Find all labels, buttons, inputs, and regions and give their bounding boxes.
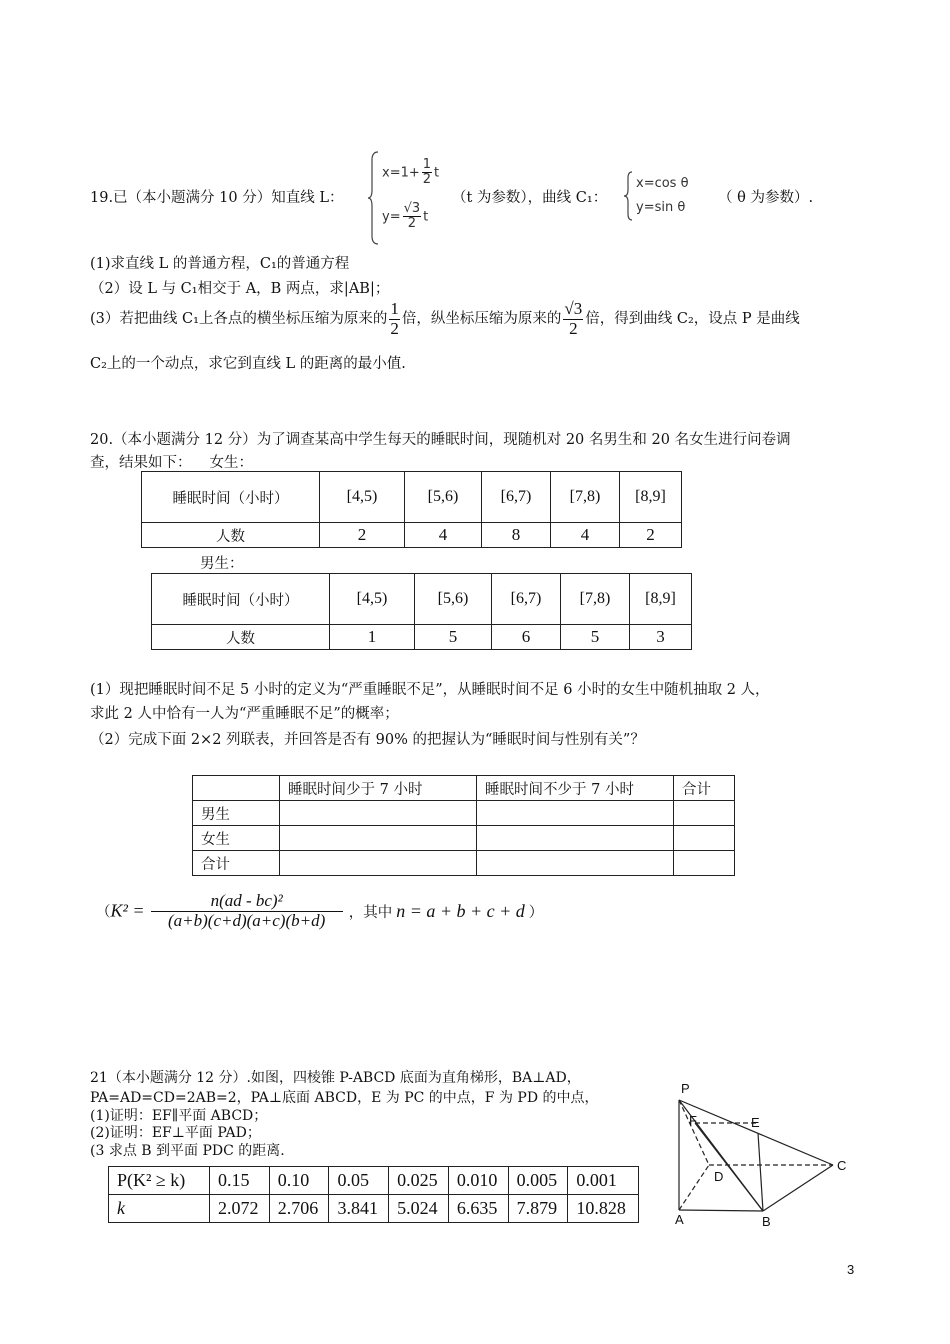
female-count: 2 <box>320 523 405 548</box>
p-value: 0.05 <box>329 1167 389 1195</box>
q21-line4: (2)证明：EF⊥平面 PAD； <box>90 1125 261 1141</box>
male-count: 5 <box>415 625 492 650</box>
q20-part2: （2）完成下面 2×2 列联表，并回答是否有 90% 的把握认为“睡眠时间与性别有关”？ <box>90 732 645 748</box>
contingency-cell[interactable] <box>280 826 477 851</box>
k-value: 2.072 <box>210 1195 270 1223</box>
k-value: 3.841 <box>329 1195 389 1223</box>
vertex-label-f: F <box>689 1113 697 1128</box>
q20-intro-line2 <box>90 451 253 472</box>
k-value: 5.024 <box>389 1195 449 1223</box>
q21-line3: (1)证明：EF∥平面 ABCD； <box>90 1108 268 1124</box>
k-table-row1-label: P(K² ≥ k) <box>109 1167 210 1195</box>
formula-close-paren: ） <box>528 904 544 921</box>
q19-line-den2: 2 <box>407 216 417 232</box>
female-interval: [8,9] <box>620 472 682 523</box>
left-brace-icon <box>624 170 634 222</box>
contingency-table <box>192 775 735 876</box>
formula-denominator: (a+b)(c+d)(a+c)(b+d) <box>167 910 326 930</box>
male-count: 3 <box>630 625 692 650</box>
edge-fb <box>695 1123 763 1211</box>
q19-part3-a: (3）若把曲线 C₁上各点的横坐标压缩为原来的 <box>90 311 388 328</box>
vertex-label-d: D <box>714 1169 724 1184</box>
male-count: 6 <box>492 625 561 650</box>
contingency-cell[interactable] <box>674 826 735 851</box>
q20-intro-line1: 20.（本小题满分 12 分）为了调查某高中学生每天的睡眠时间，现随机对 20 名男生和 20 名女生进行问卷调 <box>90 432 791 448</box>
q19-p3-den: 2 <box>569 318 578 338</box>
q20-intro-text: 查，结果如下： <box>90 455 192 471</box>
formula-numerator: n(ad - bc)² <box>151 892 343 912</box>
female-time-header: 睡眠时间（小时） <box>142 472 320 523</box>
female-interval: [5,6) <box>405 472 482 523</box>
q19-part3 <box>90 300 800 338</box>
female-count: 4 <box>405 523 482 548</box>
q19-param-t: （t 为参数），曲线 C₁： <box>452 190 608 206</box>
contingency-cell[interactable] <box>280 851 477 876</box>
p-value: 0.15 <box>210 1167 270 1195</box>
contingency-cell[interactable] <box>674 851 735 876</box>
male-sleep-table <box>151 573 692 650</box>
female-interval: [4,5) <box>320 472 405 523</box>
q19-line-half-num: 1 <box>422 157 432 172</box>
k-value: 6.635 <box>448 1195 508 1223</box>
contingency-cell[interactable] <box>477 851 674 876</box>
female-count: 4 <box>551 523 620 548</box>
formula-open-paren: （ <box>96 904 111 921</box>
vertex-label-a: A <box>675 1212 684 1227</box>
k-value: 10.828 <box>568 1195 639 1223</box>
male-interval: [6,7) <box>492 574 561 625</box>
edge-ad <box>679 1165 709 1210</box>
formula-lhs: K² = <box>110 900 145 921</box>
q19-p3-half-num: 1 <box>390 299 399 318</box>
female-interval: [7,8) <box>551 472 620 523</box>
male-count: 5 <box>561 625 630 650</box>
q19-line-y-lhs: y= <box>382 209 401 225</box>
contingency-row-label: 男生 <box>193 801 280 826</box>
q19-p3-sqrt3: √3 <box>564 299 583 318</box>
female-count: 2 <box>620 523 682 548</box>
q20-part1-line1: (1）现把睡眠时间不足 5 小时的定义为“严重睡眠不足”，从睡眠时间不足 6 小时的女生中随机抽取 2 人， <box>90 682 770 698</box>
q19-line-t2: t <box>423 209 429 225</box>
k-squared-formula <box>96 892 543 944</box>
q19-line-sqrt3: √3 <box>403 201 421 216</box>
p-value: 0.001 <box>568 1167 639 1195</box>
male-interval: [8,9] <box>630 574 692 625</box>
contingency-row-label: 合计 <box>193 851 280 876</box>
edge-eb <box>758 1133 763 1211</box>
vertex-label-e: E <box>751 1115 760 1130</box>
q19-curve-system <box>624 170 714 222</box>
contingency-header: 合计 <box>674 776 735 801</box>
vertex-label-c: C <box>837 1158 847 1173</box>
contingency-row-label: 女生 <box>193 826 280 851</box>
p-value: 0.010 <box>448 1167 508 1195</box>
formula-where: ，其中 <box>348 904 393 921</box>
female-count: 8 <box>482 523 551 548</box>
p-value: 0.10 <box>269 1167 329 1195</box>
edge-bc <box>763 1165 833 1211</box>
k-value: 7.879 <box>508 1195 568 1223</box>
edge-ab <box>679 1210 763 1211</box>
contingency-cell[interactable] <box>674 801 735 826</box>
female-count-header: 人数 <box>142 523 320 548</box>
q19-p3-half-den: 2 <box>390 318 399 338</box>
q19-param-theta: （ θ 为参数）. <box>718 190 814 206</box>
q19-intro: 19.已（本小题满分 10 分）知直线 L： <box>90 190 344 206</box>
contingency-cell[interactable] <box>477 826 674 851</box>
male-count: 1 <box>330 625 415 650</box>
q21-line1: 21（本小题满分 12 分）.如图，四棱锥 P-ABCD 底面为直角梯形，BA⊥AD， <box>90 1070 581 1086</box>
q20-part1-line2: 求此 2 人中恰有一人为“严重睡眠不足”的概率； <box>90 706 399 722</box>
q21-line2: PA=AD=CD=2AB=2，PA⊥底面 ABCD，E 为 PC 的中点，F 为 PD 的中点， <box>90 1090 599 1106</box>
pyramid-figure <box>665 1078 855 1228</box>
k-critical-table <box>108 1166 639 1223</box>
p-value: 0.005 <box>508 1167 568 1195</box>
male-interval: [4,5) <box>330 574 415 625</box>
q19-curve-y: y=sin θ <box>636 200 686 215</box>
vertex-label-b: B <box>762 1214 771 1228</box>
male-label: 男生： <box>200 556 244 572</box>
page-number: 3 <box>847 1262 855 1277</box>
q19-line-t1: t <box>434 165 440 181</box>
q19-line-system <box>368 150 448 246</box>
contingency-cell[interactable] <box>477 801 674 826</box>
female-label: 女生： <box>209 455 253 471</box>
formula-n: n = a + b + c + d <box>396 900 525 921</box>
q19-part1: (1)求直线 L 的普通方程，C₁的普通方程 <box>90 256 350 272</box>
q19-line-half-den: 2 <box>422 172 432 188</box>
q19-part3-b: 倍，纵坐标压缩为原来的 <box>401 311 562 328</box>
q19-part2: （2）设 L 与 C₁相交于 A，B 两点，求|AB|； <box>90 281 390 297</box>
male-time-header: 睡眠时间（小时） <box>152 574 330 625</box>
female-sleep-table <box>141 471 682 548</box>
vertex-label-p: P <box>681 1081 690 1096</box>
contingency-cell[interactable] <box>280 801 477 826</box>
q19-part3-d: C₂上的一个动点，求它到直线 L 的距离的最小值. <box>90 356 406 372</box>
contingency-header: 睡眠时间少于 7 小时 <box>280 776 477 801</box>
q19-curve-x: x=cos θ <box>636 176 689 191</box>
edge-pd <box>679 1100 709 1165</box>
contingency-corner <box>193 776 280 801</box>
male-interval: [7,8) <box>561 574 630 625</box>
q19-line-x-lhs: x=1+ <box>382 165 420 181</box>
k-table-row2-label: k <box>109 1195 210 1223</box>
k-value: 2.706 <box>269 1195 329 1223</box>
male-interval: [5,6) <box>415 574 492 625</box>
left-brace-icon <box>368 150 380 246</box>
female-interval: [6,7) <box>482 472 551 523</box>
male-count-header: 人数 <box>152 625 330 650</box>
contingency-header: 睡眠时间不少于 7 小时 <box>477 776 674 801</box>
q21-line5: (3 求点 B 到平面 PDC 的距离. <box>90 1143 285 1159</box>
p-value: 0.025 <box>389 1167 449 1195</box>
q19-part3-c: 倍，得到曲线 C₂，设点 P 是曲线 <box>585 311 800 328</box>
